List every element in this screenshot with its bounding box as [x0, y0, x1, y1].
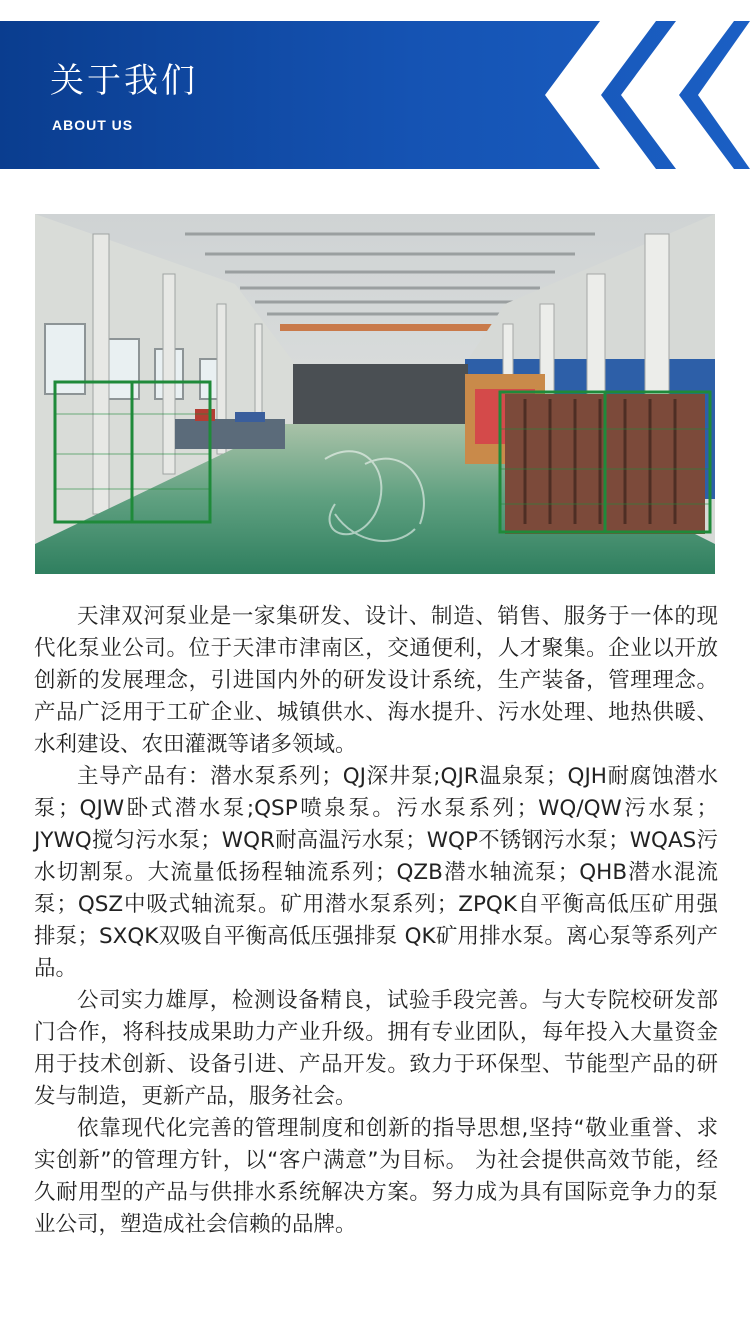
factory-photo: [35, 214, 715, 574]
paragraph-overview: 天津双河泵业是一家集研发、设计、制造、销售、服务于一体的现代化泵业公司。位于天津市津南区，交通便利，人才聚集。企业以开放创新的发展理念，引进国内外的研发设计系统，生产装备，管理理念。产品广泛用于工矿企业、城镇供水、海水提升、污水处理、地热供暖、水利建设、农田灌溉等诸多领域。: [34, 604, 718, 757]
page-subtitle: ABOUT US: [52, 117, 134, 133]
company-intro: [34, 601, 718, 1241]
page-title: 关于我们: [50, 61, 198, 101]
paragraph-strength: 公司实力雄厚，检测设备精良，试验手段完善。与大专院校研发部门合作，将科技成果助力产业升级。拥有专业团队，每年投入大量资金用于技术创新、设备引进、产品开发。致力于环保型、节能型产品的研发与制造，更新产品，服务社会。: [34, 988, 718, 1109]
paragraph-philosophy: 依靠现代化完善的管理制度和创新的指导思想,坚持“敬业重誉、求实创新”的管理方针，以“客户满意”为目标。 为社会提供高效节能，经久耐用型的产品与供排水系统解决方案。努力成为具有国际竞争力的泵业公司，塑造成社会信赖的品牌。: [34, 1116, 718, 1237]
header-banner: [0, 21, 750, 169]
factory-workshop-photo: [35, 214, 715, 574]
paragraph-products: 主导产品有：潜水泵系列；QJ深井泵;QJR温泉泵；QJH耐腐蚀潜水泵；QJW卧式潜水泵;QSP喷泉泵。污水泵系列；WQ/QW污水泵；JYWQ搅匀污水泵；WQR耐高温污水泵；WQP不锈钢污水泵；WQAS污水切割泵。大流量低扬程轴流系列；QZB潜水轴流泵；QHB潜水混流泵；QSZ中吸式轴流泵。矿用潜水泵系列；ZPQK自平衡高低压矿用强排泵；SXQK双吸自平衡高低压强排泵 QK矿用排水泵。离心泵等系列产品。: [34, 764, 718, 981]
